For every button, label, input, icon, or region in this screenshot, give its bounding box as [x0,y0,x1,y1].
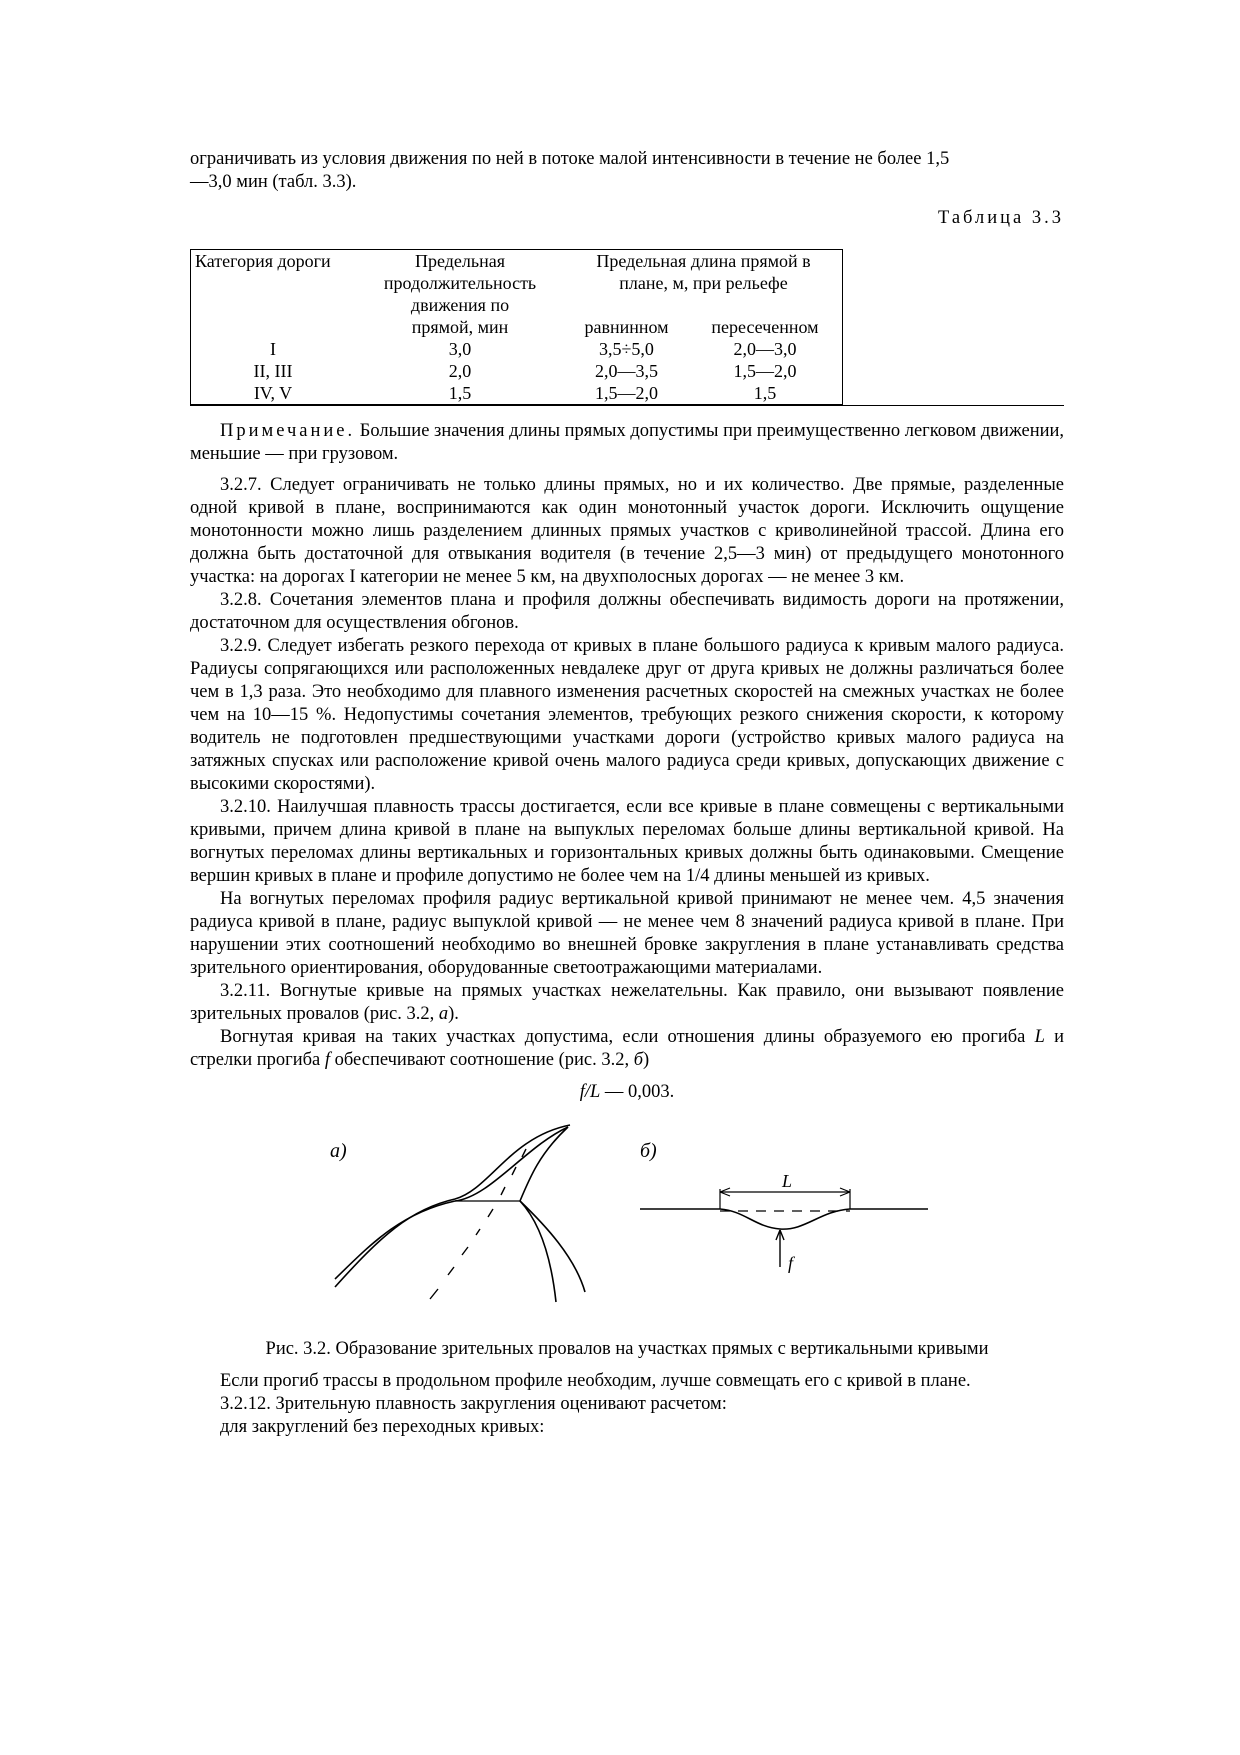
cell-duration: 3,0 [448,339,472,359]
header-length-text: Предельная длина прямой в плане, м, при рельефе [596,251,811,293]
figure-3-2 [190,1117,1064,1327]
paragraph-3-2-9: 3.2.9. Следует избегать резкого перехода от кривых в плане большого радиуса к кривым малого радиуса. Радиусы сопрягающихся или расположенных невдалеке друг от друга кривых не должны различаться более чем в 1,3 раза. Это необходимо для плавного изменения расчетных скоростей на смежных участках не более чем на 10—15 %. Недопустимы сочетания элементов, требующих резкого снижения скорости, к которому водитель не подготовлен предшествующими участками дороги (устройство кривых малого радиуса на затяжных спусках или расположение кривой очень малого радиуса среди кривых, допускающих движение с высокими скоростями). [190,636,1064,794]
note-label: Примечание. [220,421,356,441]
label-f: f [788,1253,794,1273]
cell-category: IV, V [253,383,293,403]
p3211-fig-a: а [438,1004,449,1024]
cell-flat: 3,5÷5,0 [599,339,654,359]
table-bottom-rule [190,405,1064,406]
paragraph-3-2-11 [190,980,1064,1026]
cell-category: II, III [253,361,293,381]
p3211-text: 3.2.11. Вогнутые кривые на прямых участках нежелательны. Как правило, они вызывают появление зрительных провалов (рис. 3.2, [190,981,1064,1024]
header-duration [355,250,565,339]
p3211b-4: ) [643,1050,650,1070]
header-rough: пересеченном [711,317,819,337]
p3211-end: ). [448,1004,459,1024]
p3211b-1: Вогнутая кривая на таких участках допустима, если отношения длины образуемого ею прогиба [220,1027,1035,1047]
cell-flat: 1,5—2,0 [594,383,658,403]
cell-rough: 1,5 [753,383,777,403]
table-caption: Таблица 3.3 [938,208,1064,228]
formula [190,1082,1064,1103]
header-duration-text: Предельная продолжительность движения по прямой, мин [383,251,537,337]
document-page [190,148,1064,1439]
p3211b-L: L [1034,1027,1045,1047]
header-length [565,250,843,295]
road-perspective-drawing [335,1125,585,1302]
label-a: а) [330,1140,347,1162]
figure-drawing [190,1117,1064,1327]
paragraph-3-2-12: 3.2.12. Зрительную плавность закругления оценивают расчетом: [220,1394,727,1414]
header-flat: равнинном [584,317,669,337]
label-L: L [782,1171,793,1191]
note-text: Большие значения длины прямых допустимы при преимущественно легковом движении, меньшие — при грузовом. [190,421,1065,464]
figure-caption: Рис. 3.2. Образование зрительных провалов на участках прямых с вертикальными кривыми [265,1339,989,1359]
cell-duration: 1,5 [448,383,472,403]
p3211b-3: обеспечивают соотношение (рис. 3.2, [330,1050,634,1070]
paragraph-after-figure: Если прогиб трассы в продольном профиле необходим, лучше совмещать его с кривой в плане. [220,1371,971,1391]
table-row [191,382,843,405]
p3211b-b: б [633,1050,644,1070]
header-category: Категория дороги [195,251,331,271]
cell-flat: 2,0—3,5 [594,361,658,381]
paragraph-3-2-8: 3.2.8. Сочетания элементов плана и профиля должны обеспечивать видимость дороги на протяжении, достаточном для осуществления обгонов. [190,590,1064,633]
label-b: б) [640,1140,657,1162]
p3211b-2: и стрелки прогиба [190,1027,1064,1070]
sag-profile-drawing [640,1188,928,1267]
formula-lhs: f/L [579,1082,601,1102]
limits-table [190,249,843,405]
intro-line-1: ограничивать из условия движения по ней в потоке малой интенсивности в течение не более 1,5 [190,149,950,169]
cell-rough: 1,5—2,0 [733,361,797,381]
cell-rough: 2,0—3,0 [733,339,797,359]
paragraph-3-2-11-cont [190,1026,1064,1072]
table-row [191,360,843,382]
paragraph-3-2-10-cont: На вогнутых переломах профиля радиус вертикальной кривой принимают не менее чем. 4,5 значения радиуса кривой в плане, радиус выпуклой кривой — не менее чем 8 значений радиуса кривой в плане. При нарушении этих соотношений необходимо во внешней бровке закругления в плане устанавливать средства зрительного ориентирования, оборудованные светоотражающими материалами. [190,889,1064,978]
p3211b-f: f [324,1050,331,1070]
table-row [191,338,843,360]
table-note [190,420,1064,466]
cell-duration: 2,0 [448,361,472,381]
cell-category: I [270,339,276,359]
formula-rhs: — 0,003. [600,1082,675,1102]
intro-line-2: —3,0 мин (табл. 3.3). [190,172,357,192]
paragraph-3-2-10: 3.2.10. Наилучшая плавность трассы достигается, если все кривые в плане совмещены с вертикальными кривыми, причем длина кривой в плане на выпуклых переломах больше длины вертикальной кривой. На вогнутых переломах длины вертикальных и горизонтальных кривых должны быть одинаковыми. Смещение вершин кривых в плане и профиле допустимо не более чем на 1/4 длины меньшей из кривых. [190,797,1064,886]
paragraph-3-2-7: 3.2.7. Следует ограничивать не только длины прямых, но и их количество. Две прямые, разделенные одной кривой в плане, воспринимаются как один монотонный участок дороги. Исключить ощущение монотонности можно лишь разделением длинных прямых участков с криволинейной трассой. Длина его должна быть достаточной для отвыкания водителя (в течение 2,5—3 мин) от предыдущего монотонного участка: на дорогах I категории не менее 5 км, на двухполосных дорогах — не менее 3 км. [190,475,1064,587]
paragraph-3-2-12-cont: для закруглений без переходных кривых: [220,1417,545,1437]
